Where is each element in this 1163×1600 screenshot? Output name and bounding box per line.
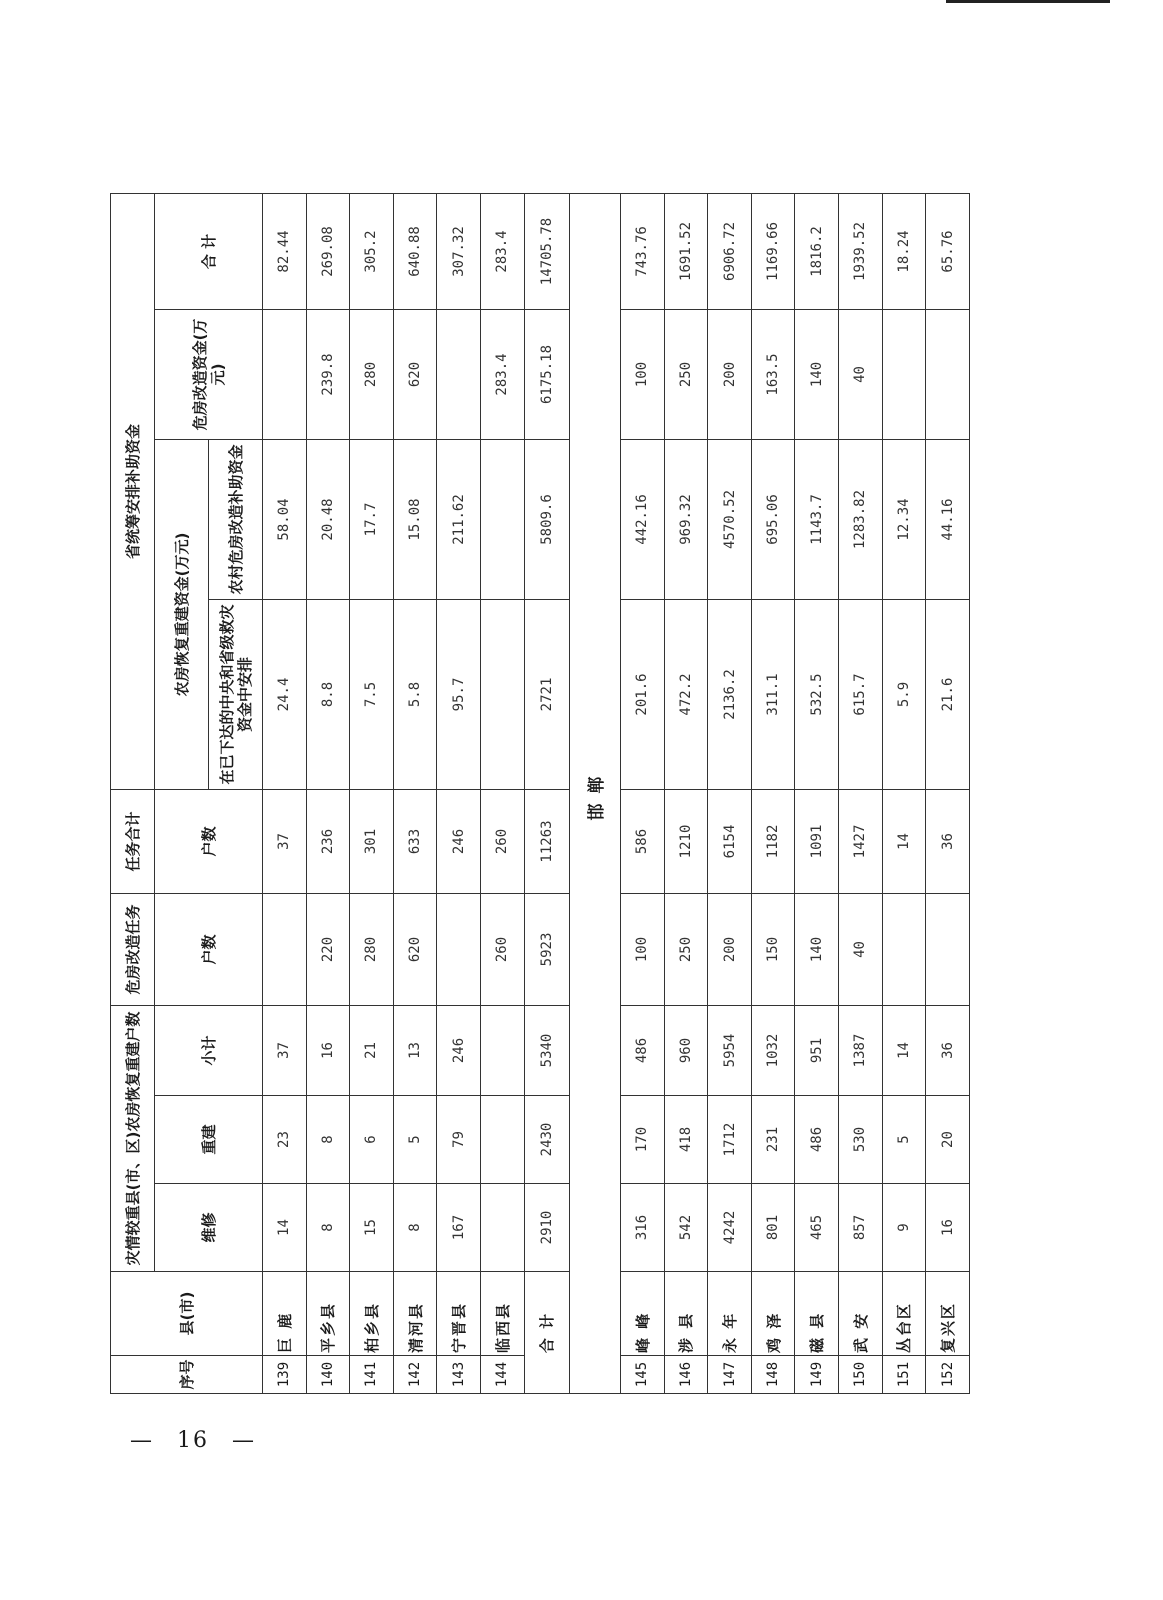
row-dilap: [926, 893, 970, 1005]
row-dilap: [263, 893, 307, 1005]
row-rural: 15.08: [393, 439, 437, 599]
header-seq: 序号: [111, 1356, 263, 1394]
row-county: 永 年: [708, 1272, 752, 1356]
row-task: 1182: [751, 789, 795, 893]
row-index: 149: [795, 1356, 839, 1394]
row-county: 丛台区: [882, 1272, 926, 1356]
header-central-fund: 在已下达的中央和省级救灾资金中安排: [209, 599, 263, 789]
row-task: 1091: [795, 789, 839, 893]
row-index: 147: [708, 1356, 752, 1394]
header-repair: 维修: [155, 1184, 263, 1272]
row-dilap: 150: [751, 893, 795, 1005]
table-row: [664, 193, 708, 1393]
row-rural: 17.7: [350, 439, 394, 599]
row-repair: 14: [263, 1184, 307, 1272]
row-dilap: 620: [393, 893, 437, 1005]
row-repair: 8: [306, 1184, 350, 1272]
row-subtotal: 960: [664, 1005, 708, 1095]
row-rural: 1143.7: [795, 439, 839, 599]
row-rebuild: 20: [926, 1096, 970, 1184]
row-repair: 316: [621, 1184, 665, 1272]
row-county: 复兴区: [926, 1272, 970, 1356]
row-rural: 44.16: [926, 439, 970, 599]
city-label: 邯郸: [569, 193, 621, 1393]
row-rural: 211.62: [437, 439, 481, 599]
header-rural-fund: 农村危房改造补助资金: [209, 439, 263, 599]
header-subtotal: 小计: [155, 1005, 263, 1095]
header-disaster-group: 灾情较重县(市、区)农房恢复重建户数: [111, 1005, 155, 1271]
row-dilap-fund: [926, 309, 970, 439]
subtotal-rebuild: 2430: [524, 1096, 569, 1184]
row-central: 7.5: [350, 599, 394, 789]
header-dilap-fund: 危房改造资金(万元): [155, 309, 263, 439]
row-rebuild: 418: [664, 1096, 708, 1184]
row-total: 269.08: [306, 193, 350, 309]
subtotal-total: 14705.78: [524, 193, 569, 309]
subtotal-row: [524, 193, 569, 1393]
row-central: 311.1: [751, 599, 795, 789]
allocation-table: [110, 193, 970, 1394]
row-dilap: [437, 893, 481, 1005]
row-central: 5.8: [393, 599, 437, 789]
table-row: [306, 193, 350, 1393]
row-index: 148: [751, 1356, 795, 1394]
row-total: 1169.66: [751, 193, 795, 309]
row-subtotal: 246: [437, 1005, 481, 1095]
row-county: 清河县: [393, 1272, 437, 1356]
table-area: [110, 194, 970, 1394]
row-repair: 857: [839, 1184, 883, 1272]
row-index: 139: [263, 1356, 307, 1394]
row-dilap-fund: [437, 309, 481, 439]
row-rural: 58.04: [263, 439, 307, 599]
row-central: 2136.2: [708, 599, 752, 789]
row-rural: 4570.52: [708, 439, 752, 599]
row-central: 532.5: [795, 599, 839, 789]
table-row: [708, 193, 752, 1393]
row-county: 平乡县: [306, 1272, 350, 1356]
row-subtotal: 486: [621, 1005, 665, 1095]
row-task: 6154: [708, 789, 752, 893]
row-rebuild: [480, 1096, 524, 1184]
row-dilap-fund: 280: [350, 309, 394, 439]
header-task-households: 户数: [155, 789, 263, 893]
row-total: 65.76: [926, 193, 970, 309]
table-row: [926, 193, 970, 1393]
table-row: [751, 193, 795, 1393]
subtotal-dilap-fund: 6175.18: [524, 309, 569, 439]
row-county: 磁 县: [795, 1272, 839, 1356]
row-dilap-fund: 283.4: [480, 309, 524, 439]
header-total: 合 计: [155, 193, 263, 309]
header-county: 县(市): [111, 1272, 263, 1356]
row-county: 柏乡县: [350, 1272, 394, 1356]
row-task: 1427: [839, 789, 883, 893]
footer-dash-right: —: [232, 1428, 256, 1453]
row-central: 615.7: [839, 599, 883, 789]
row-rural: 695.06: [751, 439, 795, 599]
row-rebuild: 6: [350, 1096, 394, 1184]
row-subtotal: 1387: [839, 1005, 883, 1095]
row-rural: 1283.82: [839, 439, 883, 599]
row-subtotal: 13: [393, 1005, 437, 1095]
table-row: [480, 193, 524, 1393]
row-rural: 20.48: [306, 439, 350, 599]
row-task: 36: [926, 789, 970, 893]
row-repair: 8: [393, 1184, 437, 1272]
row-repair: 16: [926, 1184, 970, 1272]
row-repair: 15: [350, 1184, 394, 1272]
table-row: [263, 193, 307, 1393]
row-task: 37: [263, 789, 307, 893]
row-dilap-fund: [882, 309, 926, 439]
row-subtotal: [480, 1005, 524, 1095]
page-footer: [130, 1428, 256, 1453]
row-task: 14: [882, 789, 926, 893]
row-total: 82.44: [263, 193, 307, 309]
header-dilap-task: 危房改造任务: [111, 893, 155, 1005]
row-central: [480, 599, 524, 789]
row-index: 152: [926, 1356, 970, 1394]
row-rebuild: 23: [263, 1096, 307, 1184]
row-rural: [480, 439, 524, 599]
row-subtotal: 36: [926, 1005, 970, 1095]
row-dilap: 140: [795, 893, 839, 1005]
row-rebuild: 1712: [708, 1096, 752, 1184]
row-rural: 12.34: [882, 439, 926, 599]
row-index: 144: [480, 1356, 524, 1394]
row-task: 1210: [664, 789, 708, 893]
row-total: 283.4: [480, 193, 524, 309]
row-dilap: 220: [306, 893, 350, 1005]
row-task: 246: [437, 789, 481, 893]
row-index: 143: [437, 1356, 481, 1394]
row-central: 95.7: [437, 599, 481, 789]
row-central: 201.6: [621, 599, 665, 789]
row-central: 472.2: [664, 599, 708, 789]
row-task: 301: [350, 789, 394, 893]
table-row: [839, 193, 883, 1393]
row-dilap-fund: 40: [839, 309, 883, 439]
row-subtotal: 1032: [751, 1005, 795, 1095]
header-subsidy: 省统筹安排补助资金: [111, 193, 155, 789]
row-dilap: 250: [664, 893, 708, 1005]
row-dilap: 260: [480, 893, 524, 1005]
footer-dash-left: —: [130, 1428, 154, 1453]
row-subtotal: 5954: [708, 1005, 752, 1095]
rotated-table-container: [110, 194, 970, 1394]
row-dilap-fund: 100: [621, 309, 665, 439]
subtotal-task: 11263: [524, 789, 569, 893]
row-subtotal: 16: [306, 1005, 350, 1095]
row-dilap-fund: 239.8: [306, 309, 350, 439]
row-subtotal: 951: [795, 1005, 839, 1095]
row-index: 150: [839, 1356, 883, 1394]
row-central: 21.6: [926, 599, 970, 789]
row-rebuild: 8: [306, 1096, 350, 1184]
row-task: 633: [393, 789, 437, 893]
subtotal-subtotal: 5340: [524, 1005, 569, 1095]
table-row: [350, 193, 394, 1393]
row-total: 640.88: [393, 193, 437, 309]
row-dilap-fund: 620: [393, 309, 437, 439]
row-repair: 4242: [708, 1184, 752, 1272]
subtotal-label: 合 计: [524, 1272, 569, 1394]
row-rebuild: 170: [621, 1096, 665, 1184]
row-total: 305.2: [350, 193, 394, 309]
row-index: 141: [350, 1356, 394, 1394]
row-index: 142: [393, 1356, 437, 1394]
subtotal-rural: 5809.6: [524, 439, 569, 599]
row-total: 307.32: [437, 193, 481, 309]
row-repair: 542: [664, 1184, 708, 1272]
row-repair: 801: [751, 1184, 795, 1272]
row-county: 巨 鹿: [263, 1272, 307, 1356]
row-rebuild: 231: [751, 1096, 795, 1184]
table-row: [437, 193, 481, 1393]
row-index: 151: [882, 1356, 926, 1394]
header-restore-fund: 农房恢复重建资金(万元): [155, 439, 209, 789]
subtotal-dilap: 5923: [524, 893, 569, 1005]
row-total: 18.24: [882, 193, 926, 309]
table-row: [393, 193, 437, 1393]
subtotal-repair: 2910: [524, 1184, 569, 1272]
row-rural: 969.32: [664, 439, 708, 599]
row-dilap: [882, 893, 926, 1005]
header-rebuild: 重建: [155, 1096, 263, 1184]
row-rural: 442.16: [621, 439, 665, 599]
row-repair: 9: [882, 1184, 926, 1272]
table-row: [882, 193, 926, 1393]
row-index: 140: [306, 1356, 350, 1394]
row-total: 1816.2: [795, 193, 839, 309]
row-repair: 167: [437, 1184, 481, 1272]
row-index: 146: [664, 1356, 708, 1394]
row-total: 1691.52: [664, 193, 708, 309]
page-number: 16: [177, 1428, 209, 1453]
row-dilap: 100: [621, 893, 665, 1005]
row-subtotal: 14: [882, 1005, 926, 1095]
row-dilap-fund: [263, 309, 307, 439]
row-task: 236: [306, 789, 350, 893]
row-central: 24.4: [263, 599, 307, 789]
row-dilap: 280: [350, 893, 394, 1005]
row-dilap-fund: 140: [795, 309, 839, 439]
row-task: 586: [621, 789, 665, 893]
row-rebuild: 530: [839, 1096, 883, 1184]
row-dilap-fund: 200: [708, 309, 752, 439]
top-rule: [946, 0, 1110, 3]
header-task-total: 任务合计: [111, 789, 155, 893]
row-county: 武 安: [839, 1272, 883, 1356]
row-task: 260: [480, 789, 524, 893]
row-total: 6906.72: [708, 193, 752, 309]
row-dilap: 200: [708, 893, 752, 1005]
row-county: 临西县: [480, 1272, 524, 1356]
row-repair: [480, 1184, 524, 1272]
city-row: [569, 193, 621, 1393]
row-total: 1939.52: [839, 193, 883, 309]
row-rebuild: 5: [882, 1096, 926, 1184]
row-subtotal: 37: [263, 1005, 307, 1095]
row-central: 8.8: [306, 599, 350, 789]
row-rebuild: 79: [437, 1096, 481, 1184]
row-subtotal: 21: [350, 1005, 394, 1095]
row-county: 鸡 泽: [751, 1272, 795, 1356]
row-county: 涉 县: [664, 1272, 708, 1356]
subtotal-central: 2721: [524, 599, 569, 789]
row-dilap: 40: [839, 893, 883, 1005]
row-central: 5.9: [882, 599, 926, 789]
header-dilap-households: 户数: [155, 893, 263, 1005]
row-total: 743.76: [621, 193, 665, 309]
table-row: [795, 193, 839, 1393]
row-index: 145: [621, 1356, 665, 1394]
row-rebuild: 486: [795, 1096, 839, 1184]
row-repair: 465: [795, 1184, 839, 1272]
table-row: [621, 193, 665, 1393]
row-dilap-fund: 163.5: [751, 309, 795, 439]
row-county: 峰 峰: [621, 1272, 665, 1356]
row-dilap-fund: 250: [664, 309, 708, 439]
row-county: 宁晋县: [437, 1272, 481, 1356]
row-rebuild: 5: [393, 1096, 437, 1184]
